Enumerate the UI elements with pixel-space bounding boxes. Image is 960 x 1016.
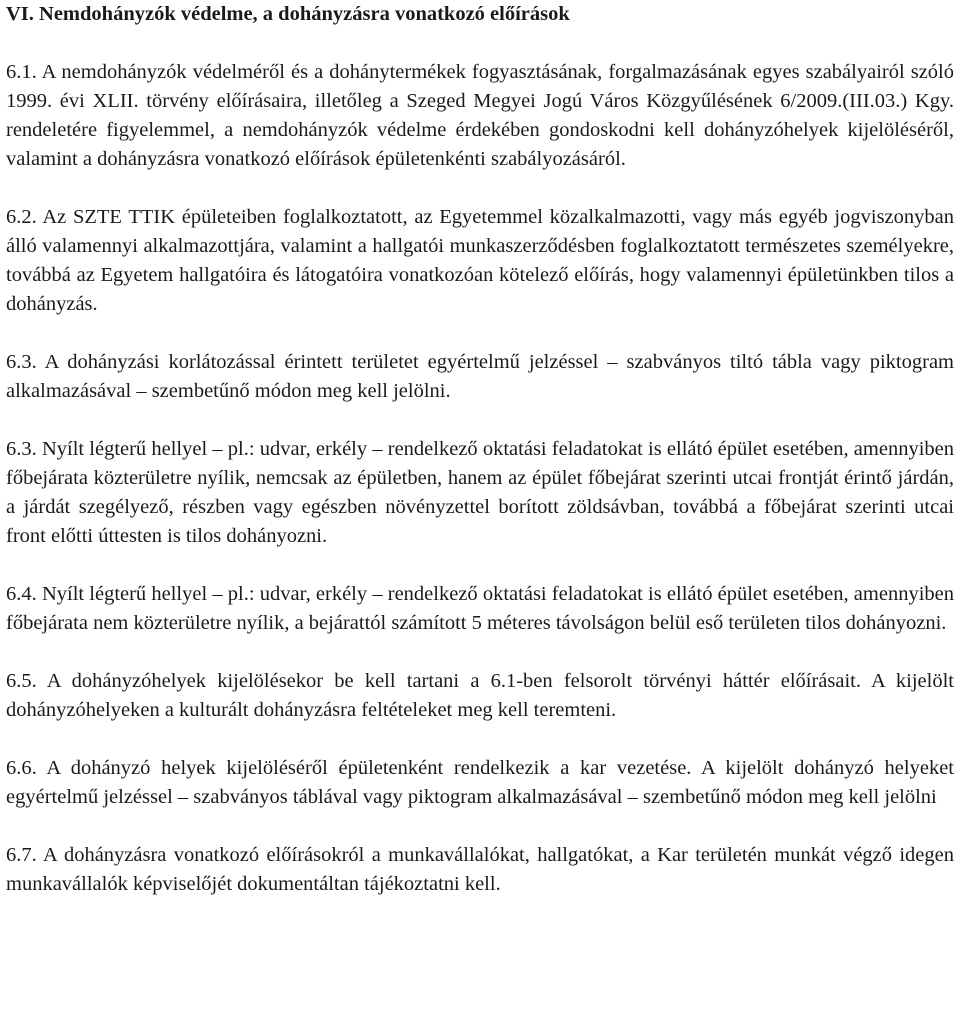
document-page — [6, 0, 954, 899]
paragraph-6-7: 6.7. A dohányzásra vonatkozó előírásokról a munkavállalókat, hallgatókat, a Kar területén munkát végző idegen munkavállalók képviselőjét dokumentáltan tájékoztatni kell. — [6, 844, 954, 895]
paragraph-6-1: 6.1. A nemdohányzók védelméről és a dohánytermékek fogyasztásának, forgalmazásának egyes szabályairól szóló 1999. évi XLII. törvény előírásaira, illetőleg a Szeged Megyei Jogú Város Közgyűlésének 6/2009.(III.03.) Kgy. rendeletére figyelemmel, a nemdohányzók védelme érdekében gondoskodni kell dohányzóhelyek kijelöléséről, valamint a dohányzásra vonatkozó előírások épületenkénti szabályozásáról. — [6, 61, 954, 170]
paragraph-6-4: 6.4. Nyílt légterű hellyel – pl.: udvar, erkély – rendelkező oktatási feladatokat is ellátó épület esetében, amennyiben főbejárata nem közterületre nyílik, a bejárattól számított 5 méteres távolságon belül eső területen tilos dohányozni. — [6, 583, 954, 634]
paragraph-6-3-marking: 6.3. A dohányzási korlátozással érintett területet egyértelmű jelzéssel – szabványos tiltó tábla vagy piktogram alkalmazásával – szembetűnő módon meg kell jelölni. — [6, 351, 954, 402]
section-heading: VI. Nemdohányzók védelme, a dohányzásra vonatkozó előírások — [6, 3, 570, 25]
paragraph-6-6: 6.6. A dohányzó helyek kijelöléséről épületenként rendelkezik a kar vezetése. A kijelölt dohányzó helyeket egyértelmű jelzéssel – szabványos táblával vagy piktogram alkalmazásával – szembetűnő módon meg kell jelölni — [6, 757, 954, 808]
paragraph-6-2: 6.2. Az SZTE TTIK épületeiben foglalkoztatott, az Egyetemmel közalkalmazotti, vagy más egyéb jogviszonyban álló valamennyi alkalmazottjára, valamint a hallgatói munkaszerződésben foglalkoztatott természetes személyekre, továbbá az Egyetem hallgatóira és látogatóira vonatkozóan kötelező előírás, hogy valamennyi épületünkben tilos a dohányzás. — [6, 206, 954, 315]
paragraph-6-3-open-air: 6.3. Nyílt légterű hellyel – pl.: udvar, erkély – rendelkező oktatási feladatokat is ellátó épület esetében, amennyiben főbejárata közterületre nyílik, nemcsak az épületben, hanem az épület főbejárat szerinti utcai frontját érintő járdán, a járdát szegélyező, részben vagy egészben növényzettel borított zöldsávban, továbbá a főbejárat szerinti utcai front előtti úttesten is tilos dohányozni. — [6, 438, 954, 547]
paragraph-6-5: 6.5. A dohányzóhelyek kijelölésekor be kell tartani a 6.1-ben felsorolt törvényi háttér előírásait. A kijelölt dohányzóhelyeken a kulturált dohányzásra feltételeket meg kell teremteni. — [6, 670, 954, 721]
